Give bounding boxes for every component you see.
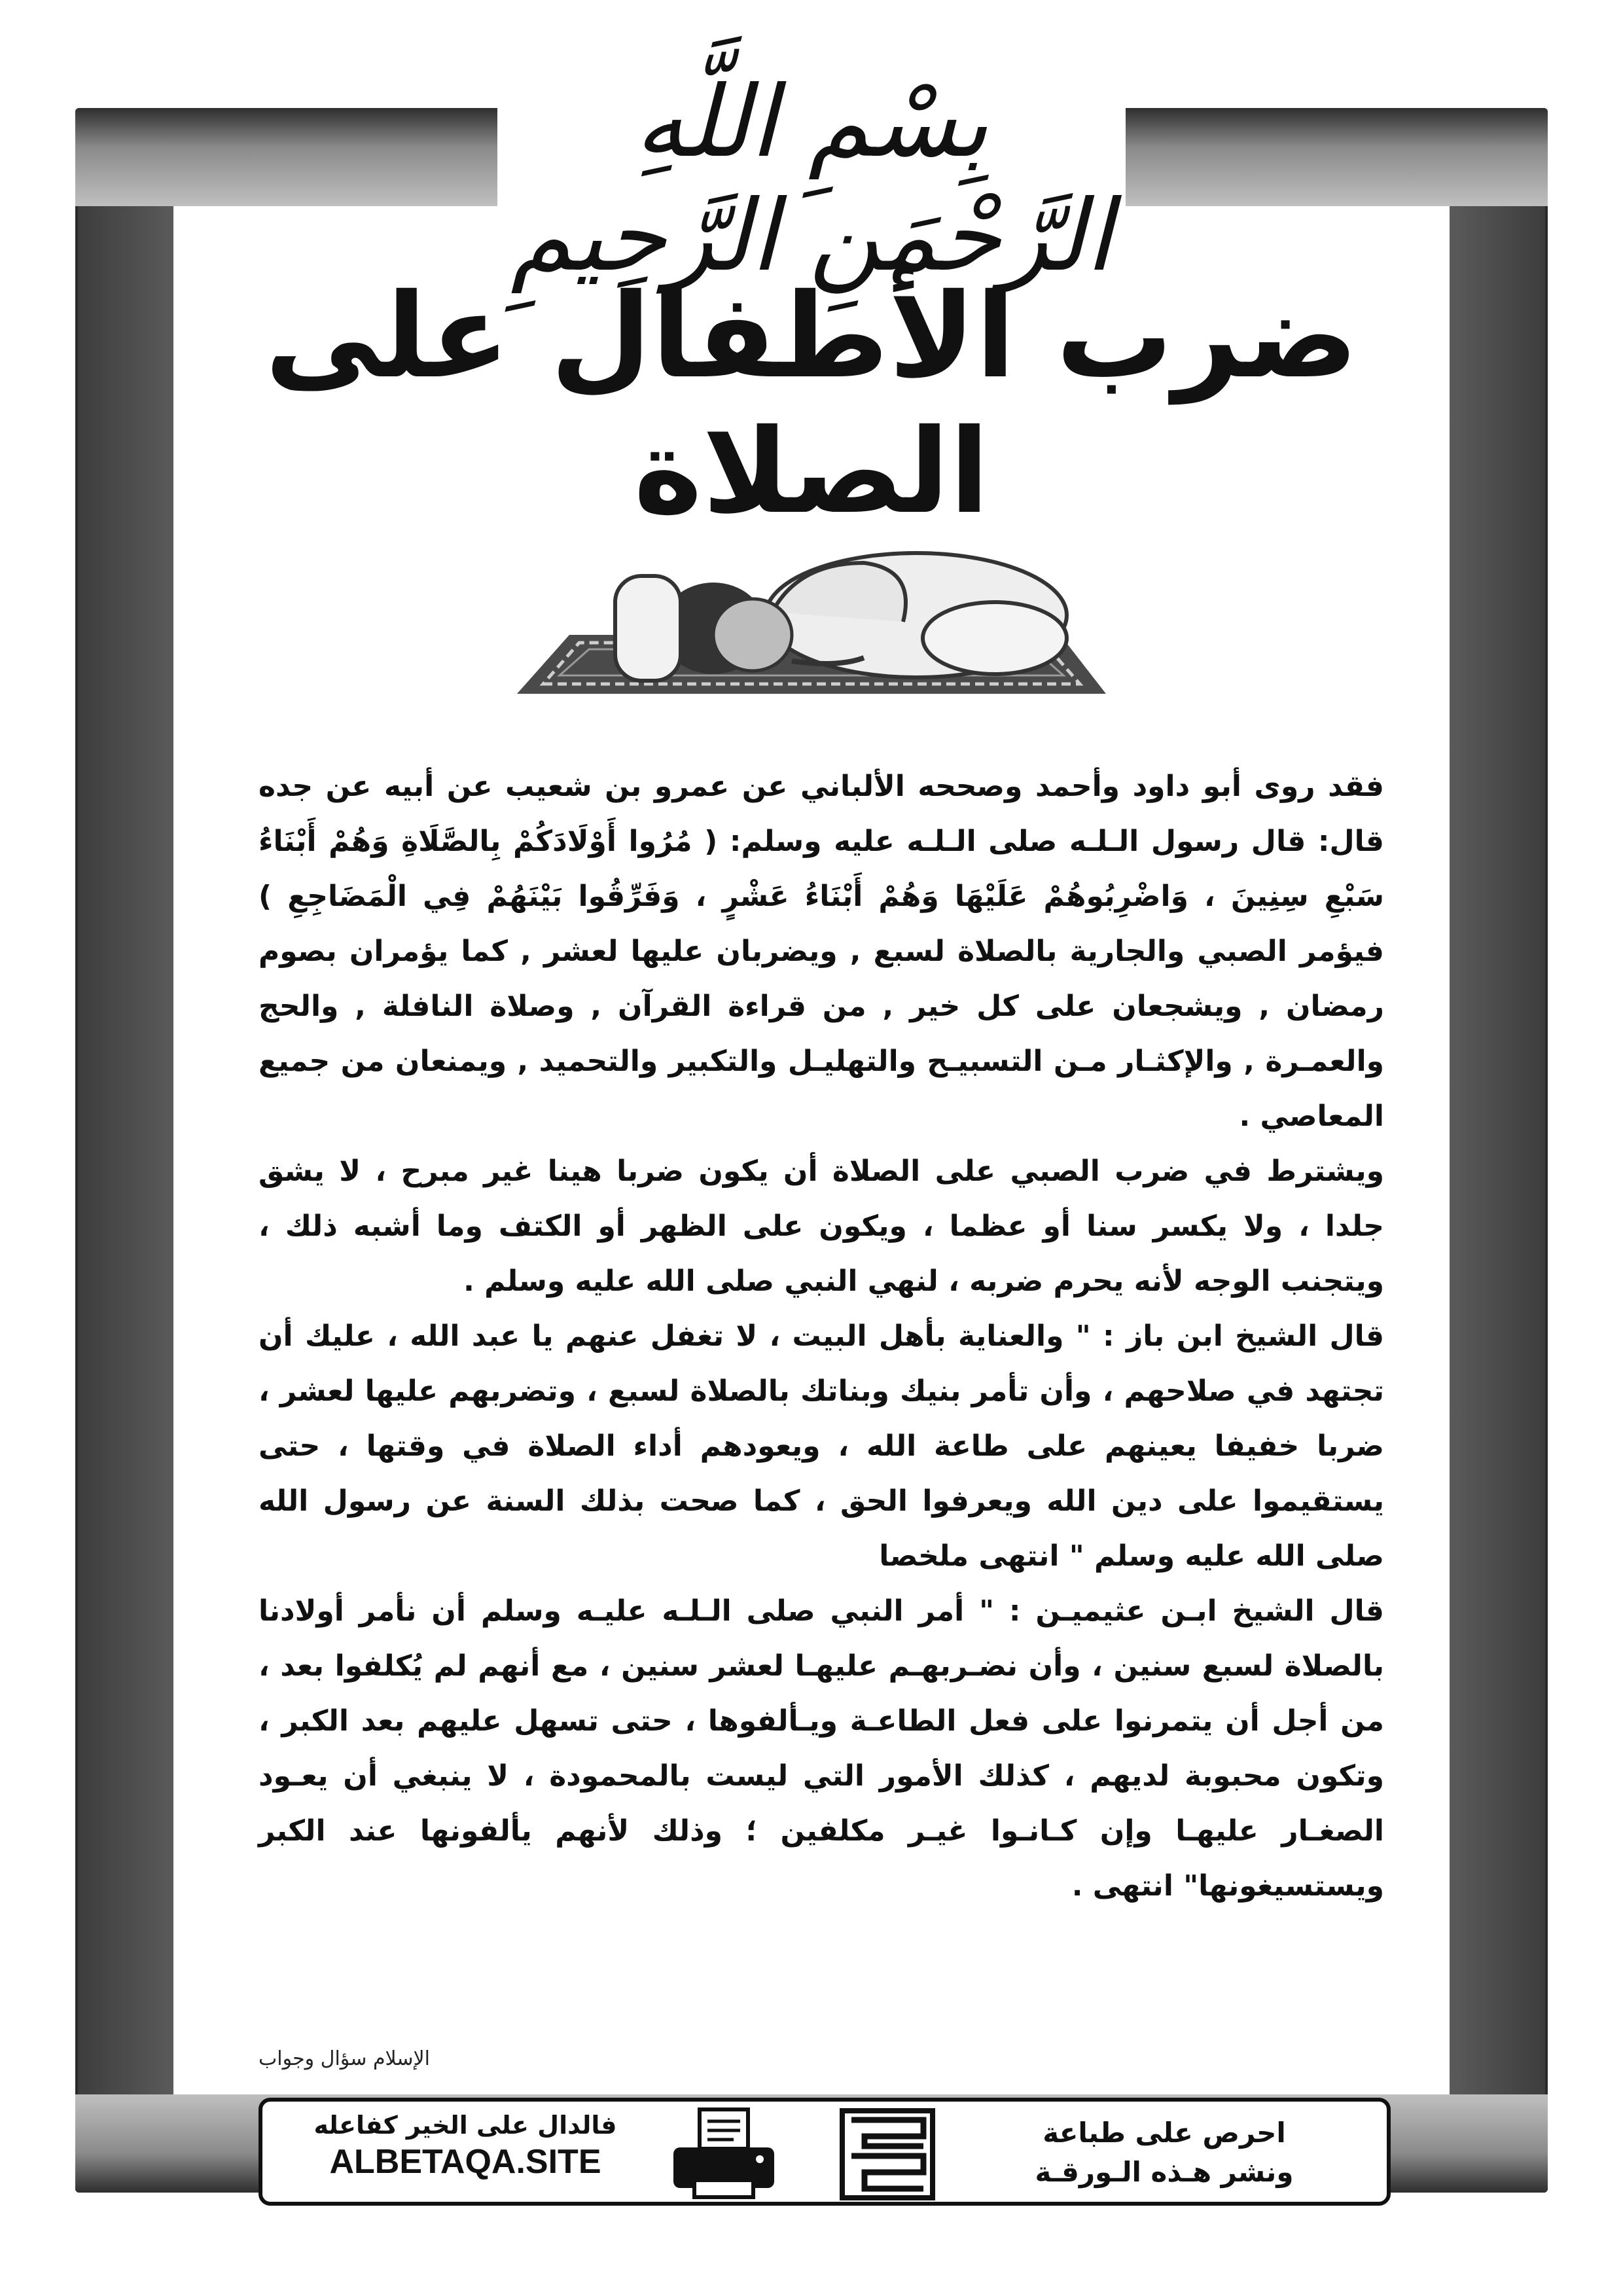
- source-credit: الإسلام سؤال وجواب: [259, 2047, 431, 2070]
- paragraph-conditions: ويشترط في ضرب الصبي على الصلاة أن يكون ضربا هينا غير مبرح ، لا يشق جلدا ، ولا يكسر سنا أو عظما ، ويكون على الظهر أو الكتف وما أشبه ذلك ، ويتجنب الوجه لأنه يحرم ضربه ، لنهي النبي صلى الله عليه وسلم .: [259, 1155, 1384, 1298]
- dawah-paper-logo: [838, 2107, 936, 2202]
- prayer-cap: [615, 576, 681, 681]
- article-body: [259, 759, 1384, 1914]
- reminder-line-1: احرص على طباعة: [1043, 2117, 1286, 2149]
- basmala-calligraphy: بِسْمِ اللَّهِ الرَّحْمَنِ الرَّحِيمِ: [510, 65, 1113, 293]
- basmala-header: [497, 39, 1126, 293]
- footer-print-reminder: [981, 2113, 1347, 2192]
- page-title: ضرب الأطفال على الصلاة: [264, 268, 1359, 539]
- footer-banner: [259, 2098, 1391, 2206]
- paragraph-hadith: فقد روى أبو داود وأحمد وصححه الألباني عن عمرو بن شعيب عن أبيه عن جده قال: قال رسول الـلـه صلى الـلـه عليه وسلم: ( مُرُوا أَوْلَادَكُمْ بِالصَّلَاةِ وَهُمْ أَبْنَاءُ سَبْعِ سِنِينَ ، وَاضْرِبُوهُمْ عَلَيْهَا وَهُمْ أَبْنَاءُ عَشْرٍ ، وَفَرِّقُوا بَيْنَهُمْ فِي الْمَضَاجِعِ ) فيؤمر الصبي والجارية بالصلاة لسبع , ويضربان عليها لعشر , كما يؤمران بصوم رمضان , ويشجعان على كل خير , من قراءة القرآن , وصلاة النافلة , والحج والعمـرة , والإكثـار مـن التسبيـح والتهليـل والتكبير والتحميد , ويمنعان من جميع المعاصي .: [259, 770, 1384, 1133]
- paragraph-ibn-baz: قال الشيخ ابن باز : " والعناية بأهل البيت ، لا تغفل عنهم يا عبد الله ، عليك أن تجتهد في صلاحهم ، وأن تأمر بنيك وبناتك بالصلاة لسبع ، وتضربهم عليها لعشر ، ضربا خفيفا يعينهم على طاعة الله ، ويعودهم أداء الصلاة في وقتها ، حتى يستقيموا على دين الله ويعرفوا الحق ، كما صحت بذلك السنة عن رسول الله صلى الله عليه وسلم " انتهى ملخصا: [259, 1319, 1384, 1573]
- reminder-line-2: ونشر هـذه الـورقـة: [1035, 2156, 1294, 2188]
- footer-website-block: [282, 2111, 649, 2181]
- printer-icon: [668, 2107, 779, 2202]
- child-prostrating-illustration: [497, 471, 1126, 707]
- footer-site-link[interactable]: ALBETAQA.SITE: [329, 2143, 601, 2181]
- footer-slogan: فالدال على الخير كفاعله: [313, 2111, 617, 2140]
- paragraph-ibn-uthaymin: قال الشيخ ابـن عثيميـن : " أمر النبي صلى الـلـه عليـه وسلم أن نأمر أولادنا بالصلاة لسبع سنين ، وأن نضـربهـم عليهـا لعشر سنين ، مع أنهم لم يُكلفوا بعد ، من أجل أن يتمرنوا على فعل الطاعـة ويـألفوها ، حتى تسهل عليهم بعد الكبر ، وتكون محبوبة لديهم ، كذلك الأمور التي ليست بالمحمودة ، لا ينبغي أن يعـود الصغـار عليهـا وإن كـانـوا غيـر مكلفين ؛ وذلك لأنهم يألفونها عند الكبر ويستسيغونها" انتهى .: [259, 1594, 1384, 1903]
